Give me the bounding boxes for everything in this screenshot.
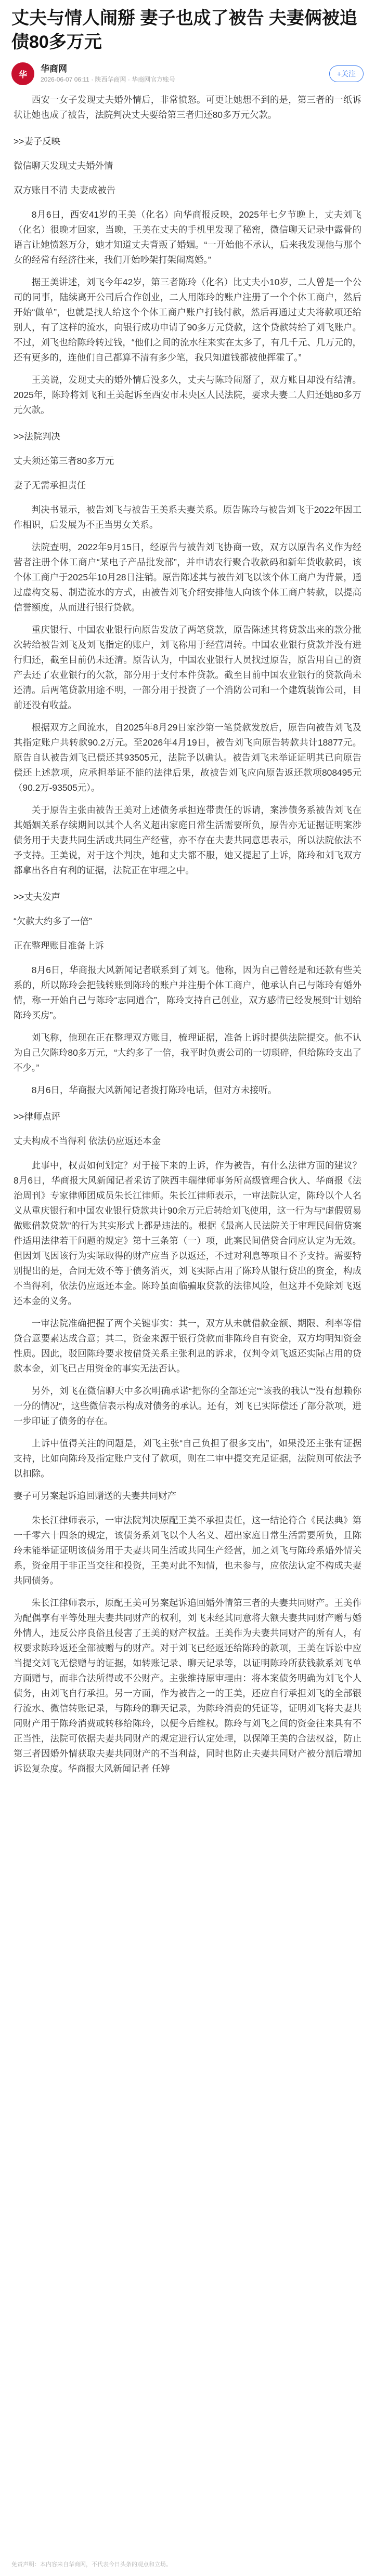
sub-heading: 双方账目不清 夫妻成被告 — [14, 185, 116, 195]
body-paragraph: 西安一女子发现丈夫婚外情后，非常愤怒。可更让她想不到的是，第三者的一纸诉状让她也成了被告，法院判决丈夫要给第三者归还80多万元欠款。 — [14, 95, 361, 120]
body-paragraph: 8月6日，华商报大风新闻记者联系到了刘飞。他称，因为自己曾经是和还款有些关系的，所以陈玲会把钱转账到陈玲的账户并注册个体工商户，他承认自己与陈玲有婚外情，称一开始自己与陈玲“志同道合”，陈玲支持自己创业，双方感情已经发展到“计划给陈玲买房”。 — [14, 965, 361, 1020]
body-paragraph: 8月6日，华商报大风新闻记者拨打陈玲电话，但对方未接听。 — [31, 1085, 277, 1095]
sub-heading: 妻子无需承担责任 — [14, 480, 86, 490]
body-paragraph: 王美说，发现丈夫的婚外情后没多久，丈夫与陈玲闹掰了，双方账目却没有结清。2025年，陈玲将刘飞和王美起诉至西安市未央区人民法院，要求夫妻二人归还她80多万元欠款。 — [14, 375, 361, 415]
body-paragraph: 8月6日，西安41岁的王美（化名）向华商报反映，2025年七夕节晚上，丈夫刘飞（化名）很晚才回家，当晚，王美在丈夫的手机里发现了秘密，微信聊天记录中露骨的语言让她愤怒万分，她才知道丈夫背叛了婚姻。“一开始他不承认，后来我发现他与那个女的经常有经济往来，我们开始吵架打架闹离婚。” — [14, 209, 361, 265]
body-paragraph: 刘飞称，他现在正在整理双方账目，梳理证据，准备上诉时提供法院提交。他不认为自己欠陈玲80多万元，“大约多了一倍，我平时负责公司的一切琐碎，但给陈玲支出了不少。” — [14, 1032, 361, 1073]
article-title: 丈夫与情人闹掰 妻子也成了被告 夫妻俩被追债80多万元 — [11, 8, 357, 52]
section-heading: >>妻子反映 — [14, 136, 60, 147]
body-paragraph: 据王美讲述，刘飞今年42岁，第三者陈玲（化名）比丈夫小10岁，二人曾是一个公司的同事，陆续离开公司后合作创业，二人用陈玲的账户注册了一个个体工商户，然后开始“做单”，也就是找人给这个个体工商户账户打钱付款，然后再通过丈夫将款项还给别人，有了这样的流水，向银行成功申请了90多万元贷款，这个贷款转给了刘飞账户。不过，刘飞也给陈玲转过钱，“他们之间的流水往来实在太多了，有几千元、几万元的，还有更多的，连他们自己都算不清有多少笔，我只知道钱都被他挥霍了。” — [14, 277, 361, 363]
body-paragraph: 朱长江律师表示，原配王美可另案起诉追回婚外情第三者的夫妻共同财产。王美作为配偶享有平等处理夫妻共同财产的权利，刘飞未经其同意将大额夫妻共同财产赠与婚外情人，违反公序良俗且侵害了王美的财产权益。王美作为夫妻共同财产的所有人，有权要求陈玲返还全部被赠与的财产。对于刘飞已经返还给陈玲的款项，王美在诉讼中应当提交刘飞无偿赠与的证据，如转账记录、聊天记录等，以证明陈玲所获钱款系刘飞单方面赠与，而非合法所得或不公财产。主张维持原审理由：将本案债务明确为刘飞个人债务，由刘飞自行承担。另一方面，作为被告之一的王美，还应自行承担刘飞的全部银行流水、微信转账记录，与陈玲的聊天记录，为陈玲消费的凭证等，证明刘飞将夫妻共同财产用于陈玲消费或转移给陈玲，以便今后维权。陈玲与刘飞之间的资金往来具有不正当性，法院可依据夫妻共同财产的规定进行认定处理，以保障王美的合法权益，防止第三者因婚外情获取夫妻共同财产的不当利益，同时也防止夫妻共同财产被分割后增加诉讼复杂度。华商报大风新闻记者 任婷 — [14, 1598, 361, 1774]
publish-meta: 2026-06-07 06:11 · 陕西华商网 · 华商网官方账号 — [41, 76, 176, 83]
section-heading: >>丈夫发声 — [14, 892, 60, 902]
author-meta — [41, 63, 329, 84]
footer-disclaimer: 免责声明：本内容来自华商网，不代表今日头条的观点和立场。 — [0, 2555, 375, 2576]
section-heading: >>法院判决 — [14, 431, 60, 442]
author-avatar[interactable]: 华 — [11, 62, 34, 85]
body-paragraph: 此事中，权责如何划定？对于接下来的上诉，作为被告，有什么法律方面的建议？8月6日，华商报大风新闻记者采访了陕西丰瑞律师事务所高级管理合伙人、华商报《法治周刊》专家律师团成员朱长江律师。朱长江律师表示，一审法院认定，陈玲以个人名义从重庆银行和中国农业银行贷款共计90余万元后转给刘飞使用，这一行为与“虚假贸易做账借款贷款”的行为其实形式上都是违法的。根据《最高人民法院关于审理民间借贷案件适用法律若干问题的规定》第十三条第（一）项，此案民间借贷合同应认定为无效。但因刘飞因该行为实际取得的财产应当予以返还，不过对利息等项目不予支持。需要特别提出的是，合同无效不等于债务消灭，刘飞实际占用了陈玲从银行贷出的资金，构成不当得利，依法仍应返还本金。陈玲虽面临骗取贷款的法律风险，但这并不免除刘飞返还本金的义务。 — [14, 1160, 361, 1306]
body-paragraph: 一审法院准确把握了两个关键事实：其一，双方从未就借款金额、期限、利率等借贷合意要素达成合意；其二，资金来源于银行贷款而非陈玲自有资金，双方均明知资金性质。因此，驳回陈玲要求按借贷关系主张利息的诉求，仅判令刘飞返还实际占用的贷款本金，刘飞已占用资金的事实无法否认。 — [14, 1318, 361, 1374]
section-heading: >>律师点评 — [14, 1111, 60, 1122]
body-paragraph: 关于原告主张由被告王美对上述债务承担连带责任的诉请，案涉债务系被告刘飞在其婚姻关系存续期间以其个人名义超出家庭日常生活需要所负，原告亦无证据证明案涉债务用于夫妻共同生活或共同生产经营，亦不存在夫妻共同意思表示，所以法院依法不予支持。王美说，对于这个判决，她和丈夫都不服，她又提起了上诉，陈玲和刘飞双方都拿出各自有利的证据，法院正在审理之中。 — [14, 805, 361, 875]
body-paragraph: 根据双方之间流水，自2025年8月29日家沙第一笔贷款发放后，原告向被告刘飞及其指定账户共转款90.2万元。至2026年4月19日，被告刘飞向原告转款共计18877元。原告自认被告刘飞已偿还其93505元，法院予以确认。被告刘飞未举证证明其已向原告偿还上述款项，应承担举证不能的法律后果，故被告刘飞应向原告返还款项808495元（90.2万-93505元）。 — [14, 722, 361, 793]
body-paragraph: 重庆银行、中国农业银行向原告发放了两笔贷款，原告陈述其将贷款出来的款分批次转给被告刘飞及刘飞指定的账户，刘飞称用于经营周转。中国农业银行贷款并没有进行归还，截至目前仍未还清。原告认为，中国农业银行人员找过原告，原告用自己的资产去还了农业银行的欠款，部分用于支付本件贷款。截至目前中国农业银行的贷款尚未还清。后两笔贷款用途不明，一部分用于投资了一个消防公司和一个建筑装饰公司，目前还没有收益。 — [14, 625, 361, 710]
body-paragraph: 上诉中值得关注的问题是，刘飞主张“自己负担了很多支出”，如果没还主张有证据支持，比如向陈玲及指定账户支付了款项，则在二审中提交充足证据，法院则可依法予以扣除。 — [14, 1438, 361, 1479]
sub-heading: 妻子可另案起诉追回赠送的夫妻共同财产 — [14, 1491, 177, 1501]
author-bar — [0, 58, 375, 92]
body-paragraph: 另外，刘飞在微信聊天中多次明确承诺“把你的全部还完”“该我的我认”“没有想赖你一分的情况”，这些微信表示构成对债务的承认。还有，刘飞已实际偿还了部分款项，进一步印证了债务的存在。 — [14, 1386, 361, 1426]
body-paragraph: 法院查明，2022年9月15日，经原告与被告刘飞协商一致，双方以原告名义作为经营者注册个体工商户“某电子产品批发部”，并申请农行聚合收款码和新年货收款码，该个体工商户于2025年10月28日注销。原告陈述其与被告刘飞以该个体工商户为背景，通过虚构交易、制造流水的方式，由被告刘飞介绍安排他人向该个体工商户转款，以提高信誉额度，从而进行银行贷款。 — [14, 542, 361, 613]
sub-heading: 丈夫构成不当得利 依法仍应返还本金 — [14, 1136, 161, 1146]
body-paragraph: 判决书显示，被告刘飞与被告王美系夫妻关系。原告陈玲与被告刘飞于2022年因工作相识，后发展为不正当男女关系。 — [14, 504, 361, 530]
sub-heading: 正在整理账目准备上诉 — [14, 940, 104, 951]
sub-heading: 丈夫须还第三者80多万元 — [14, 456, 114, 466]
follow-button[interactable]: +关注 — [329, 65, 364, 82]
article-body — [0, 92, 375, 1776]
author-name[interactable]: 华商网 — [41, 64, 67, 74]
body-paragraph: 朱长江律师表示，一审法院判决原配王美不承担责任，这一结论符合《民法典》第一千零六十四条的规定，该债务系刘飞以个人名义、超出家庭日常生活需要所负，且陈玲未能举证证明该债务用于夫妻共同生活或共同生产经营，加之刘飞与陈玲系婚外情关系，资金用于非正当交往和投资，王美对此不知情，也未参与，应依法认定不构成夫妻共同债务。 — [14, 1515, 361, 1586]
sub-heading: “欠款大约多了一倍” — [14, 916, 92, 926]
sub-heading: 微信聊天发现丈夫婚外情 — [14, 161, 113, 171]
